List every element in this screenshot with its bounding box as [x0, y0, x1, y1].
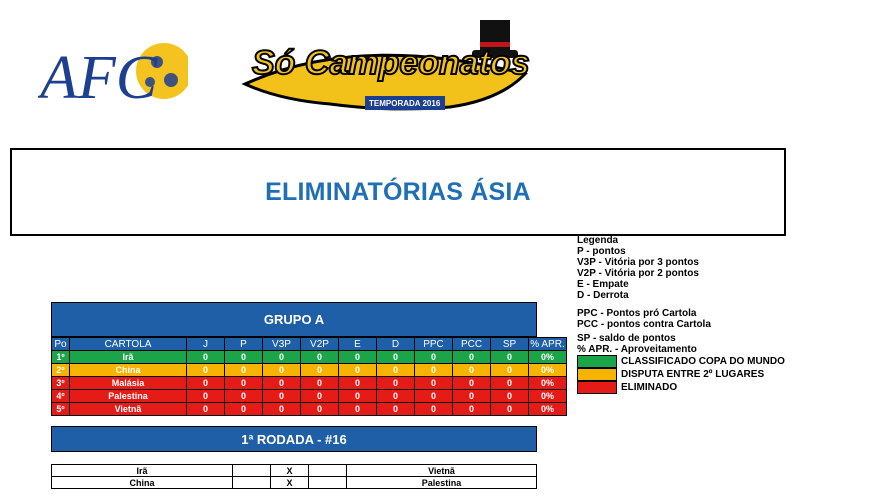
stat-cell: 0: [187, 390, 225, 403]
team-cell: Malásia: [70, 377, 187, 390]
home-team-cell: China: [52, 477, 233, 489]
away-team-cell: Vietnã: [347, 465, 537, 477]
legend-heading: Legenda: [577, 235, 619, 246]
stat-cell: 0: [453, 390, 491, 403]
score-cell: [233, 465, 271, 477]
legend-key-label: DISPUTA ENTRE 2º LUGARES: [621, 369, 765, 380]
col-header: % APR.: [530, 338, 565, 350]
legend-line: P - pontos: [577, 246, 626, 257]
stat-cell: 0: [339, 377, 377, 390]
stat-cell: 0%: [529, 351, 567, 364]
stat-cell: 0: [377, 364, 415, 377]
stat-cell: 0: [187, 364, 225, 377]
stat-cell: 0: [491, 403, 529, 416]
legend-key-dispute: [577, 368, 785, 381]
so-campeonatos-logo: [240, 12, 535, 120]
col-header: E: [339, 338, 377, 351]
stat-cell: 0: [377, 351, 415, 364]
stat-cell: 0: [453, 364, 491, 377]
stat-cell: 0: [491, 364, 529, 377]
stat-cell: 0: [225, 403, 263, 416]
versus-cell: X: [271, 477, 309, 489]
legend-line: PCC - pontos contra Cartola: [577, 319, 711, 330]
home-team-cell: Irã: [52, 465, 233, 477]
col-header: P: [225, 338, 263, 351]
stat-cell: 0: [301, 351, 339, 364]
stat-cell: 0%: [529, 403, 567, 416]
legend-line: PPC - Pontos pró Cartola: [577, 308, 697, 319]
stat-cell: 0: [339, 403, 377, 416]
stat-cell: 0: [377, 377, 415, 390]
afc-logo: [38, 40, 188, 102]
team-cell: Palestina: [70, 390, 187, 403]
stat-cell: 0: [415, 377, 453, 390]
legend-key-classified: [577, 355, 785, 368]
legend-line: SP - saldo de pontos: [577, 333, 676, 344]
table-row: [52, 390, 567, 403]
col-header: Po: [52, 338, 70, 351]
stat-cell: 0: [301, 390, 339, 403]
stat-cell: 0: [187, 377, 225, 390]
stat-cell: 0: [263, 377, 301, 390]
legend-key-label: CLASSIFICADO COPA DO MUNDO: [621, 356, 785, 367]
stat-cell: 0: [263, 364, 301, 377]
table-row: [52, 403, 567, 416]
col-header: D: [377, 338, 415, 351]
stat-cell: 0: [415, 364, 453, 377]
stat-cell: 2º: [52, 364, 70, 377]
score-cell: [309, 465, 347, 477]
legend-line: D - Derrota: [577, 290, 629, 301]
stat-cell: 0: [453, 351, 491, 364]
stat-cell: 0: [453, 403, 491, 416]
stat-cell: 0: [187, 403, 225, 416]
round-header: [51, 426, 537, 452]
stat-cell: 0: [187, 351, 225, 364]
stat-cell: 0: [339, 351, 377, 364]
svg-text:AFC: AFC: [40, 44, 158, 102]
stat-cell: 0: [339, 364, 377, 377]
col-header: SP: [491, 338, 529, 351]
stat-cell: 0: [225, 377, 263, 390]
green-swatch: [577, 355, 617, 368]
stat-cell: 0: [225, 351, 263, 364]
legend: [577, 235, 785, 394]
legend-line: V2P - Vitória por 2 pontos: [577, 268, 699, 279]
stat-cell: 0: [301, 403, 339, 416]
stat-cell: 0: [301, 364, 339, 377]
stat-cell: 0%: [529, 390, 567, 403]
standings-header-row: [52, 338, 567, 351]
col-header: PPC: [415, 338, 453, 351]
legend-line: E - Empate: [577, 279, 629, 290]
stat-cell: 4º: [52, 390, 70, 403]
red-swatch: [577, 381, 617, 394]
legend-key-label: ELIMINADO: [621, 382, 678, 393]
away-team-cell: Palestina: [347, 477, 537, 489]
table-row: [52, 364, 567, 377]
stat-cell: 0: [491, 390, 529, 403]
stat-cell: 3º: [52, 377, 70, 390]
stat-cell: 0: [225, 390, 263, 403]
stat-cell: 0: [491, 377, 529, 390]
group-title: GRUPO A: [263, 312, 325, 327]
col-header: J: [187, 338, 225, 351]
stat-cell: 0: [377, 403, 415, 416]
stat-cell: 5º: [52, 403, 70, 416]
col-header: PCC: [453, 338, 491, 351]
stat-cell: 0: [339, 390, 377, 403]
versus-cell: X: [271, 465, 309, 477]
stat-cell: 0: [491, 351, 529, 364]
stat-cell: 0: [263, 403, 301, 416]
col-header: V3P: [263, 338, 301, 351]
stat-cell: 0%: [529, 364, 567, 377]
page-title: ELIMINATÓRIAS ÁSIA: [265, 177, 531, 206]
match-row: [52, 465, 537, 477]
stat-cell: 1º: [52, 351, 70, 364]
team-cell: Vietnã: [70, 403, 187, 416]
team-cell: Irã: [70, 351, 187, 364]
svg-text:Só Campeonatos: Só Campeonatos: [252, 44, 530, 82]
stat-cell: 0: [453, 377, 491, 390]
stat-cell: 0: [415, 403, 453, 416]
legend-line: % APR. - Aproveitamento: [577, 344, 697, 355]
standings-table: [51, 337, 567, 416]
group-header: [51, 302, 537, 337]
score-cell: [233, 477, 271, 489]
svg-text:TEMPORADA 2016: TEMPORADA 2016: [369, 99, 441, 108]
stat-cell: 0: [225, 364, 263, 377]
match-row: [52, 477, 537, 489]
stat-cell: 0: [301, 377, 339, 390]
col-header: V2P: [301, 338, 339, 351]
col-header: CARTOLA: [70, 338, 187, 351]
legend-key-eliminated: [577, 381, 785, 394]
stat-cell: 0: [415, 351, 453, 364]
team-cell: China: [70, 364, 187, 377]
score-cell: [309, 477, 347, 489]
matches-table: [51, 464, 537, 489]
stat-cell: 0%: [529, 377, 567, 390]
stat-cell: 0: [263, 351, 301, 364]
table-row: [52, 351, 567, 364]
legend-line: V3P - Vitória por 3 pontos: [577, 257, 699, 268]
title-box: [10, 148, 786, 236]
yellow-swatch: [577, 368, 617, 381]
stat-cell: 0: [377, 390, 415, 403]
stat-cell: 0: [263, 390, 301, 403]
stat-cell: 0: [415, 390, 453, 403]
table-row: [52, 377, 567, 390]
round-title: 1ª RODADA - #16: [241, 431, 347, 447]
